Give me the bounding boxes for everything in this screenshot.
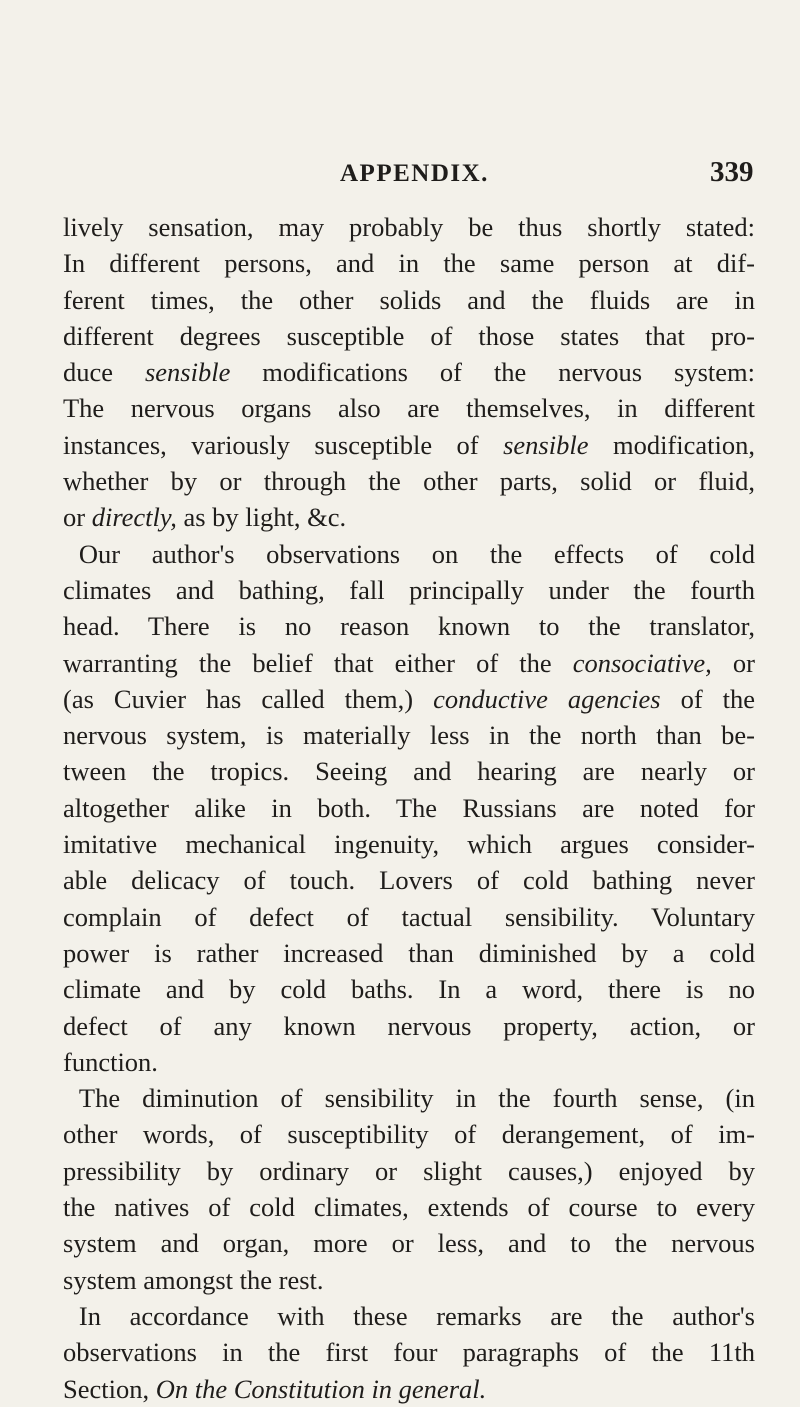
text-run: complain of defect of tactual sensibility. Voluntary <box>63 901 755 932</box>
text-line <box>63 209 755 245</box>
text-run: The diminution of sensibility in the fourth sense, (in <box>78 1083 755 1114</box>
italic-text: sensible <box>503 429 589 460</box>
text-line <box>63 572 755 608</box>
text-line <box>63 536 755 572</box>
page-header <box>0 156 800 196</box>
text-line <box>63 282 755 318</box>
text-run: Section, <box>63 1373 156 1404</box>
text-line <box>63 717 755 753</box>
text-line <box>63 1189 755 1225</box>
text-run: system and organ, more or less, and to the nervous <box>63 1228 755 1259</box>
text-run: of the <box>660 683 756 714</box>
text-run: tween the tropics. Seeing and hearing are nearly or <box>63 756 755 787</box>
text-run: climate and by cold baths. In a word, there is no <box>63 974 755 1005</box>
text-run: instances, variously susceptible of <box>63 429 504 460</box>
text-run: nervous system, is materially less in the north than be- <box>63 720 755 751</box>
text-run: ferent times, the other solids and the fluids are in <box>63 284 755 315</box>
text-run: modification, <box>588 429 755 460</box>
text-line <box>63 427 755 463</box>
text-run: as by light, &c. <box>176 502 347 533</box>
text-run: duce <box>63 357 145 388</box>
text-line <box>63 899 755 935</box>
text-run: observations in the first four paragraphs of the 11th <box>63 1337 755 1368</box>
text-line <box>63 1044 755 1080</box>
text-line <box>63 499 755 535</box>
text-line <box>63 1225 755 1261</box>
text-run: power is rather increased than diminished by a cold <box>63 937 755 968</box>
text-line <box>63 463 755 499</box>
text-line <box>63 354 755 390</box>
text-line <box>63 318 755 354</box>
text-run: climates and bathing, fall principally under the fourth <box>63 574 755 605</box>
running-head: APPENDIX. <box>340 160 489 187</box>
text-run: lively sensation, may probably be thus shortly stated: <box>63 212 755 242</box>
text-run: other words, of susceptibility of derangement, of im- <box>63 1119 755 1150</box>
italic-text: directly, <box>91 502 177 533</box>
text-run: The nervous organs also are themselves, in different <box>63 393 755 424</box>
text-run: warranting the belief that either of the <box>63 647 573 678</box>
text-run: whether by or through the other parts, solid or fluid, <box>63 466 755 497</box>
text-run: modifications of the nervous system: <box>230 357 755 388</box>
text-run: (as Cuvier has called them,) <box>63 683 434 714</box>
text-run: the natives of cold climates, extends of course to every <box>63 1192 755 1223</box>
text-run: able delicacy of touch. Lovers of cold bathing never <box>63 865 755 896</box>
text-line <box>63 608 755 644</box>
page-number: 339 <box>710 156 754 188</box>
text-run: In accordance with these remarks are the author's <box>78 1300 755 1331</box>
italic-text: sensible <box>144 357 231 388</box>
text-line <box>63 1153 755 1189</box>
text-run: or <box>711 647 755 678</box>
text-line <box>63 935 755 971</box>
text-run: head. There is no reason known to the translator, <box>63 611 755 642</box>
text-run: Our author's observations on the effects of cold <box>78 538 755 569</box>
text-run: altogether alike in both. The Russians are noted for <box>63 792 755 823</box>
text-run: defect of any known nervous property, action, or <box>63 1010 755 1041</box>
text-line <box>63 971 755 1007</box>
text-line <box>63 753 755 789</box>
text-line <box>63 645 755 681</box>
text-run: imitative mechanical ingenuity, which argues consider- <box>63 829 755 860</box>
text-line <box>63 1080 755 1116</box>
italic-text: consociative, <box>572 647 712 678</box>
text-line <box>63 245 755 281</box>
text-line <box>63 826 755 862</box>
text-line <box>63 1116 755 1152</box>
text-line <box>63 390 755 426</box>
text-line <box>63 1371 755 1407</box>
text-line <box>63 862 755 898</box>
body-text <box>63 209 755 1407</box>
text-line <box>63 1298 755 1334</box>
text-run: In different persons, and in the same person at dif- <box>63 248 755 279</box>
text-run: system amongst the rest. <box>63 1264 324 1295</box>
italic-text: On the Constitution in general. <box>155 1373 487 1404</box>
text-run: pressibility by ordinary or slight causes,) enjoyed by <box>63 1155 755 1186</box>
text-run: different degrees susceptible of those states that pro- <box>63 320 755 351</box>
text-line <box>63 1008 755 1044</box>
italic-text: conductive agencies <box>433 683 661 714</box>
text-line <box>63 681 755 717</box>
text-run: function. <box>63 1046 158 1077</box>
text-run: or <box>63 502 92 533</box>
text-line <box>63 1334 755 1370</box>
text-line <box>63 1262 755 1298</box>
text-line <box>63 790 755 826</box>
